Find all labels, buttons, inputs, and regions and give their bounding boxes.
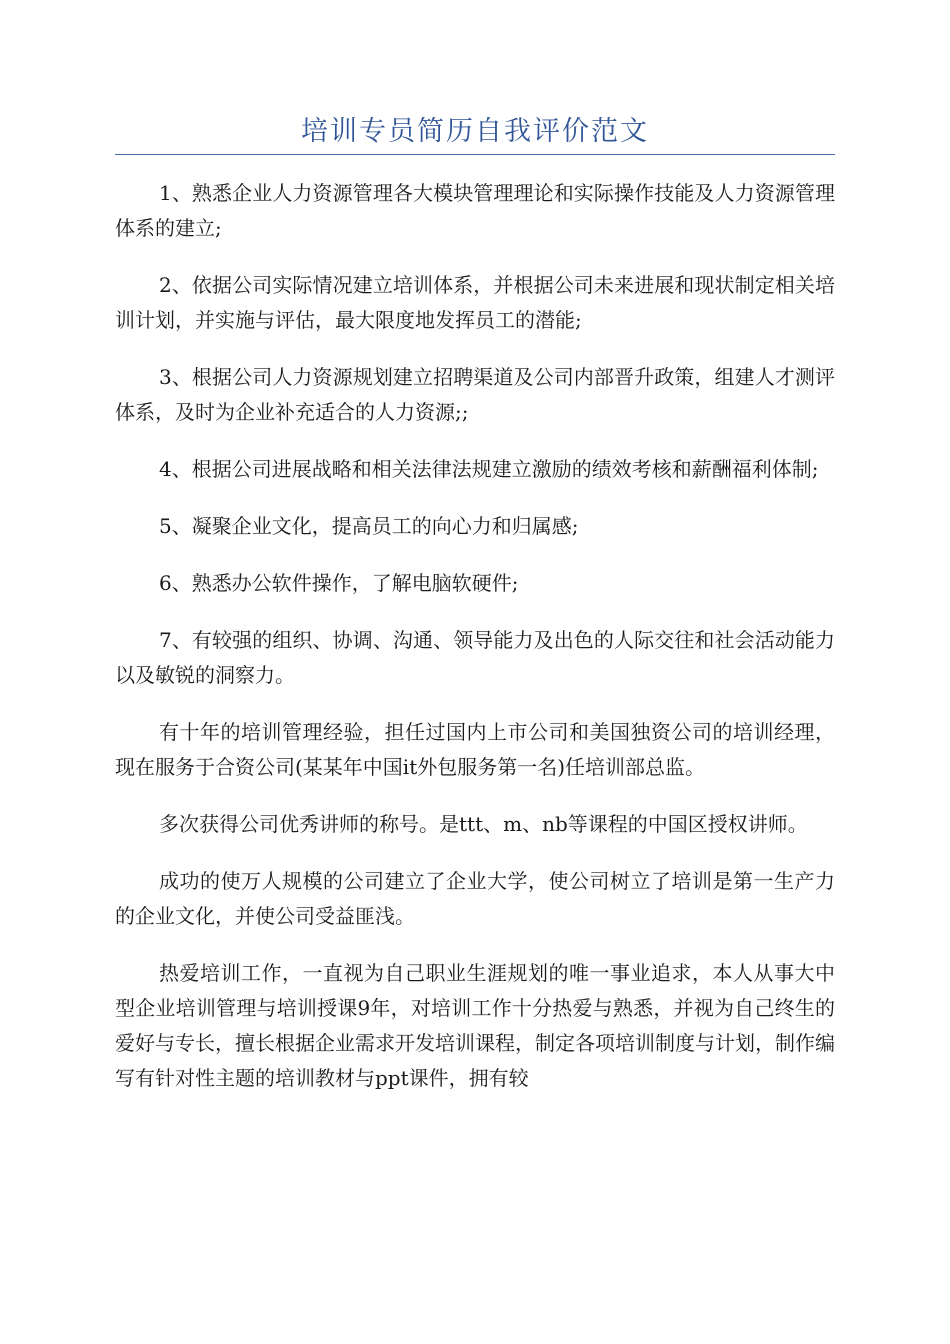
paragraph-8: 有十年的培训管理经验，担任过国内上市公司和美国独资公司的培训经理，现在服务于合资公司(某某年中国it外包服务第一名)任培训部总监。 — [115, 720, 835, 779]
paragraph-10: 成功的使万人规模的公司建立了企业大学，使公司树立了培训是第一生产力的企业文化，并使公司受益匪浅。 — [115, 869, 835, 928]
paragraph-3: 3、根据公司人力资源规划建立招聘渠道及公司内部晋升政策，组建人才测评体系，及时为企业补充适合的人力资源;; — [115, 365, 835, 424]
paragraph-7: 7、有较强的组织、协调、沟通、领导能力及出色的人际交往和社会活动能力以及敏锐的洞察力。 — [115, 628, 835, 687]
document-body — [115, 176, 835, 1118]
paragraph-4: 4、根据公司进展战略和相关法律法规建立激励的绩效考核和薪酬福利体制; — [159, 457, 819, 481]
paragraph-5: 5、凝聚企业文化，提高员工的向心力和归属感; — [159, 514, 579, 538]
paragraph-1: 1、熟悉企业人力资源管理各大模块管理理论和实际操作技能及人力资源管理体系的建立; — [115, 181, 835, 240]
paragraph-6: 6、熟悉办公软件操作，了解电脑软硬件; — [159, 571, 519, 595]
title-underline — [115, 154, 835, 155]
paragraph-2: 2、依据公司实际情况建立培训体系，并根据公司未来进展和现状制定相关培训计划，并实施与评估，最大限度地发挥员工的潜能; — [115, 273, 835, 332]
paragraph-11: 热爱培训工作，一直视为自己职业生涯规划的唯一事业追求，本人从事大中型企业培训管理与培训授课9年，对培训工作十分热爱与熟悉，并视为自己终生的爱好与专长，擅长根据企业需求开发培训课程，制定各项培训制度与计划，制作编写有针对性主题的培训教材与ppt课件，拥有较 — [115, 961, 835, 1090]
document-title: 培训专员简历自我评价范文 — [301, 116, 649, 147]
paragraph-9: 多次获得公司优秀讲师的称号。是ttt、m、nb等课程的中国区授权讲师。 — [159, 812, 808, 836]
